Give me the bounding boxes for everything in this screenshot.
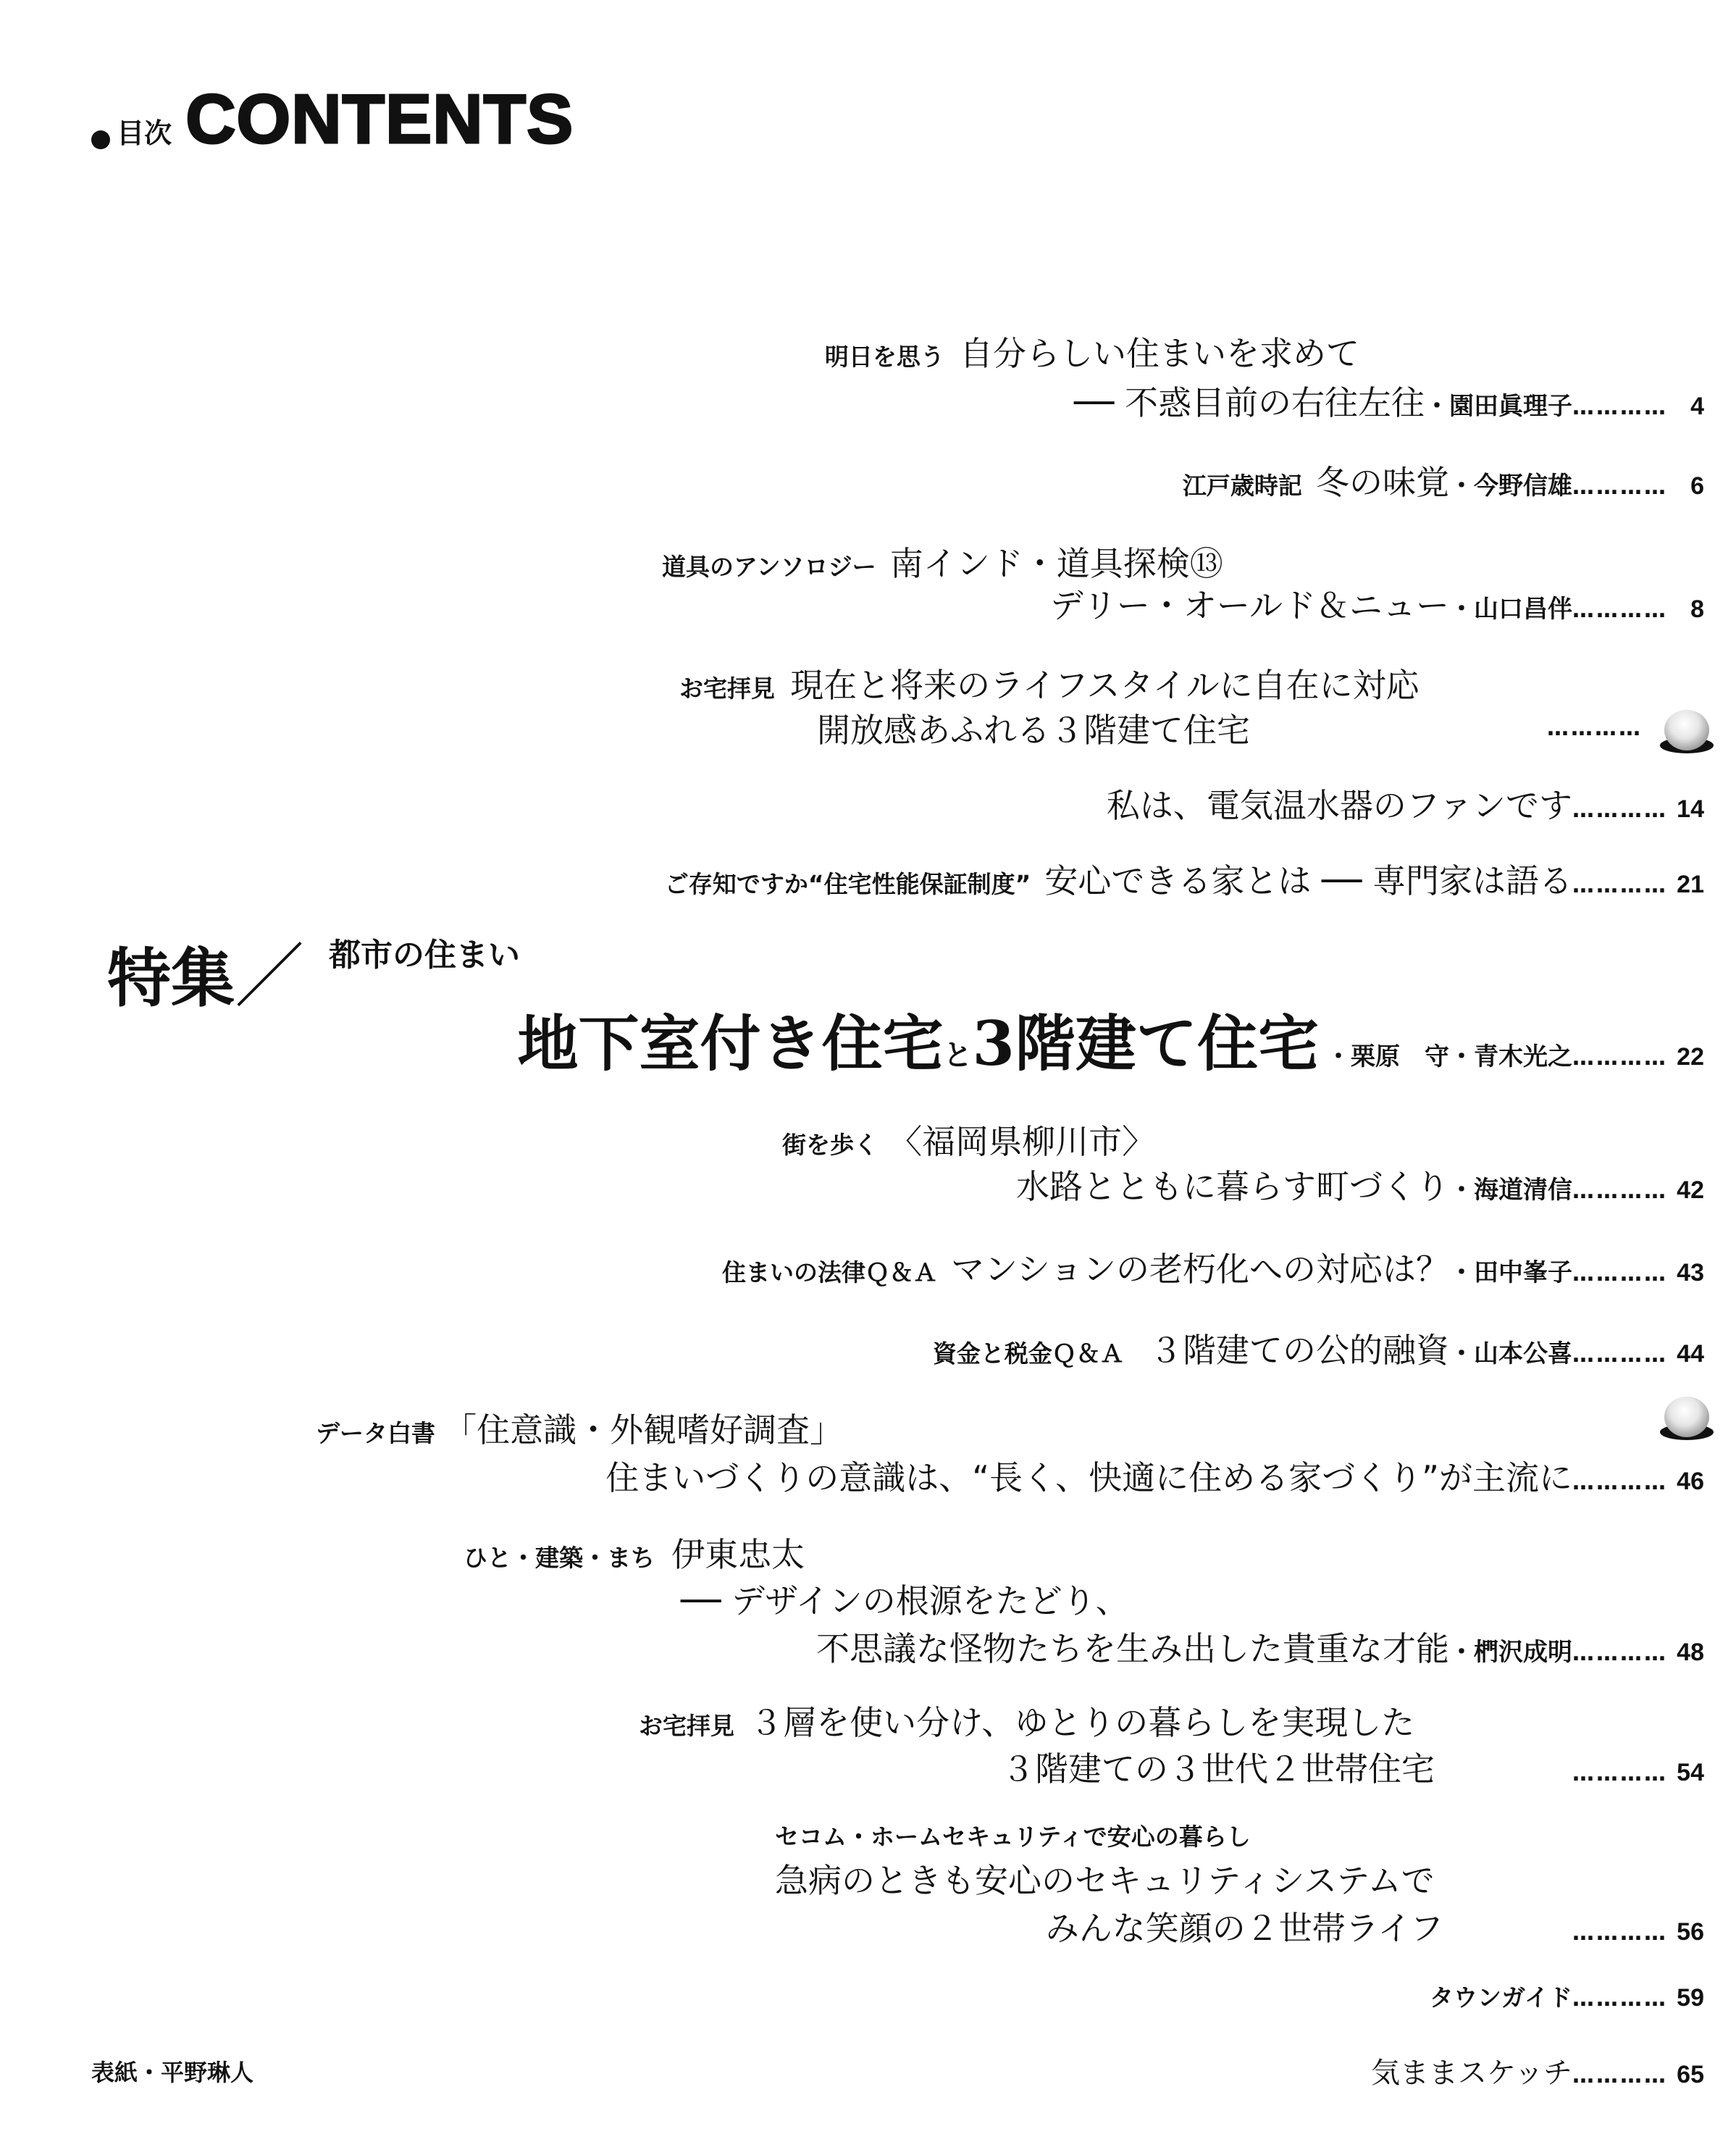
page-number: 14: [1677, 795, 1704, 823]
contents-header: [91, 80, 574, 159]
entry-subtitle: みんな笑顔の２世帯ライフ: [1045, 1909, 1443, 1948]
entry-title: ３階建ての公的融資: [1149, 1331, 1449, 1370]
toc-entry-9-line2[interactable]: [605, 1452, 1704, 1499]
page-number: 48: [1677, 1639, 1704, 1666]
toc-entry-0-line2[interactable]: [1074, 377, 1704, 424]
entry-subtitle-2: 不思議な怪物たちを生み出した貴重な才能: [816, 1629, 1449, 1668]
entry-author: ・山口昌伴: [1449, 595, 1572, 624]
entry-author: ・海道清信: [1449, 1176, 1572, 1205]
toc-entry-12-line2[interactable]: [1046, 1902, 1704, 1950]
entry-author: ・田中峯子: [1449, 1258, 1572, 1287]
feature-subtitle: 都市の住まい: [329, 937, 520, 974]
entry-author: ・山本公喜: [1449, 1339, 1572, 1368]
toc-entry-1[interactable]: [1183, 456, 1704, 504]
toc-entry-4[interactable]: [1107, 779, 1704, 827]
dot-leader: …………: [1572, 1641, 1668, 1666]
dot-leader: …………: [1572, 395, 1668, 420]
dot-leader: …………: [1572, 1986, 1668, 2012]
entry-title: 「住意識・外観嗜好調査」: [443, 1410, 844, 1450]
dot-leader: …………: [1572, 474, 1668, 500]
dot-leader: …………: [1572, 1342, 1668, 1368]
toc-entry-6-line1: [782, 1116, 1155, 1163]
entry-category: 資金と税金Ｑ＆Ａ: [932, 1339, 1124, 1368]
page-number: 42: [1677, 1176, 1704, 1204]
feature-title-to: と: [943, 1038, 973, 1072]
feature-title-a: 地下室付き住宅: [517, 1008, 944, 1079]
toc-entry-0-line1: [825, 327, 1359, 375]
page-number: 8: [1690, 595, 1704, 623]
entry-subtitle: ── デザインの根源をたどり、: [681, 1581, 1129, 1620]
toc-entry-12-title: 急病のときも安心のセキュリティシステムで: [775, 1861, 1435, 1900]
toc-entry-5[interactable]: [665, 855, 1704, 903]
entry-category: ご存知ですか“住宅性能保証制度”: [664, 870, 1031, 898]
entry-title: 〈福岡県柳川市〉: [889, 1122, 1156, 1161]
entry-title: 気ままスケッチ: [1371, 2057, 1572, 2090]
entry-title: 安心できる家とは ── 専門家は語る: [1044, 861, 1572, 900]
toc-entry-8[interactable]: [933, 1324, 1704, 1372]
entry-subtitle: 開放感あふれる３階建て住宅: [817, 711, 1250, 750]
entry-author: ・園田眞理子: [1425, 392, 1572, 421]
dot-leader: …………: [1572, 873, 1668, 898]
page-number: 6: [1690, 472, 1704, 500]
feature-label: 特集: [107, 940, 235, 1016]
entry-author: ・椚沢成明: [1449, 1638, 1572, 1667]
toc-entry-11-line1: [639, 1697, 1414, 1744]
entry-category: 住まいの法律Ｑ＆Ａ: [721, 1258, 937, 1287]
entry-title: 私は、電気温水器のファンです: [1106, 786, 1572, 825]
toc-entry-12-category: セコム・ホームセキュリティで安心の暮らし: [775, 1823, 1251, 1851]
page-number: 56: [1677, 1918, 1704, 1946]
feature-authors: ・栗原 守・青木光之: [1326, 1042, 1572, 1071]
entry-category: 明日を思う: [824, 343, 944, 371]
page-number: 44: [1677, 1340, 1704, 1368]
page-number: 65: [1677, 2061, 1704, 2088]
dot-leader: …………: [1572, 1470, 1668, 1495]
toc-entry-11-line2[interactable]: [1002, 1743, 1704, 1791]
toc-entry-10-line1: [464, 1528, 805, 1576]
toc-entry-10-line2: [681, 1575, 1129, 1623]
entry-subtitle: 住まいづくりの意識は、“長く、快適に住める家づくり”が主流に: [605, 1458, 1572, 1497]
feature-slash: ／: [235, 936, 305, 1017]
entry-category: お宅拝見: [679, 674, 775, 703]
toc-entry-3-line1: [679, 659, 1420, 707]
cover-credit: 表紙・平野琳人: [91, 2059, 254, 2086]
dot-leader: …………: [1547, 716, 1643, 741]
feature-title-line[interactable]: [518, 995, 1704, 1083]
dot-leader: …………: [1572, 2063, 1668, 2088]
entry-subtitle: ３階建ての３世代２世帯住宅: [1002, 1749, 1435, 1789]
entry-title: 自分らしい住まいを求めて: [960, 334, 1359, 373]
entry-category: 道具のアンソロジー: [662, 553, 876, 581]
dot-leader: …………: [1572, 598, 1668, 623]
toc-entry-3-line2[interactable]: [817, 704, 1250, 752]
feature-block: [107, 921, 304, 1021]
toc-entry-10-line3[interactable]: [816, 1623, 1704, 1670]
page-number: 54: [1677, 1759, 1704, 1786]
page-number: 22: [1677, 1043, 1704, 1071]
dot-leader: …………: [1572, 798, 1668, 823]
entry-title: マンションの老朽化への対応は？: [951, 1250, 1449, 1289]
entry-author: ・今野信雄: [1449, 472, 1572, 501]
toc-entry-2-line2[interactable]: [1050, 580, 1704, 627]
toc-entry-7[interactable]: [722, 1243, 1704, 1291]
entry-subtitle: ── 不惑目前の右往左往: [1073, 383, 1425, 422]
dot-leader: …………: [1572, 1261, 1668, 1287]
page-marker-ball-icon: [1664, 1397, 1709, 1437]
entry-category: データ白書: [316, 1419, 435, 1447]
page-number: 4: [1690, 393, 1704, 420]
page-title: CONTENTS: [185, 80, 574, 158]
toc-entry-14[interactable]: [1371, 2050, 1704, 2091]
page-number: 43: [1677, 1259, 1704, 1287]
page-marker-ball-icon: [1664, 710, 1709, 750]
entry-title: 現在と将来のライフスタイルに自在に対応: [790, 666, 1420, 705]
entry-category: 街を歩く: [782, 1131, 878, 1159]
entry-subtitle: デリー・オールド＆ニュー: [1049, 586, 1449, 625]
toc-entry-2-line1: [662, 538, 1223, 585]
page-number: 59: [1677, 1984, 1704, 2012]
dot-leader: …………: [1572, 1920, 1668, 1946]
toc-entry-6-line2[interactable]: [1016, 1160, 1704, 1208]
toc-entry-9-line1: [316, 1404, 843, 1452]
entry-category: ひと・建築・まち: [464, 1544, 655, 1572]
dot-leader: …………: [1572, 1179, 1668, 1204]
toc-entry-13[interactable]: [1430, 1979, 1704, 2013]
entry-category: お宅拝見: [639, 1712, 734, 1740]
entry-title: タウンガイド: [1429, 1983, 1572, 2012]
dot-leader: …………: [1572, 1761, 1668, 1786]
entry-title: ３層を使い分け、ゆとりの暮らしを実現した: [750, 1703, 1415, 1742]
entry-subtitle: 水路とともに暮らす町づくり: [1016, 1167, 1449, 1206]
entry-title: 伊東忠太: [671, 1535, 805, 1574]
page-number: 46: [1677, 1468, 1704, 1495]
entry-title: 冬の味覚: [1316, 463, 1449, 502]
entry-category: 江戸歳時記: [1182, 472, 1302, 500]
page-number: 21: [1677, 871, 1704, 898]
feature-title-b: 3階建て住宅: [972, 1008, 1319, 1079]
entry-title: 南インド・道具探検⑬: [889, 544, 1223, 583]
bullet-icon: [91, 130, 110, 149]
dot-leader: …………: [1572, 1045, 1668, 1071]
header-label: 目次: [117, 117, 172, 149]
